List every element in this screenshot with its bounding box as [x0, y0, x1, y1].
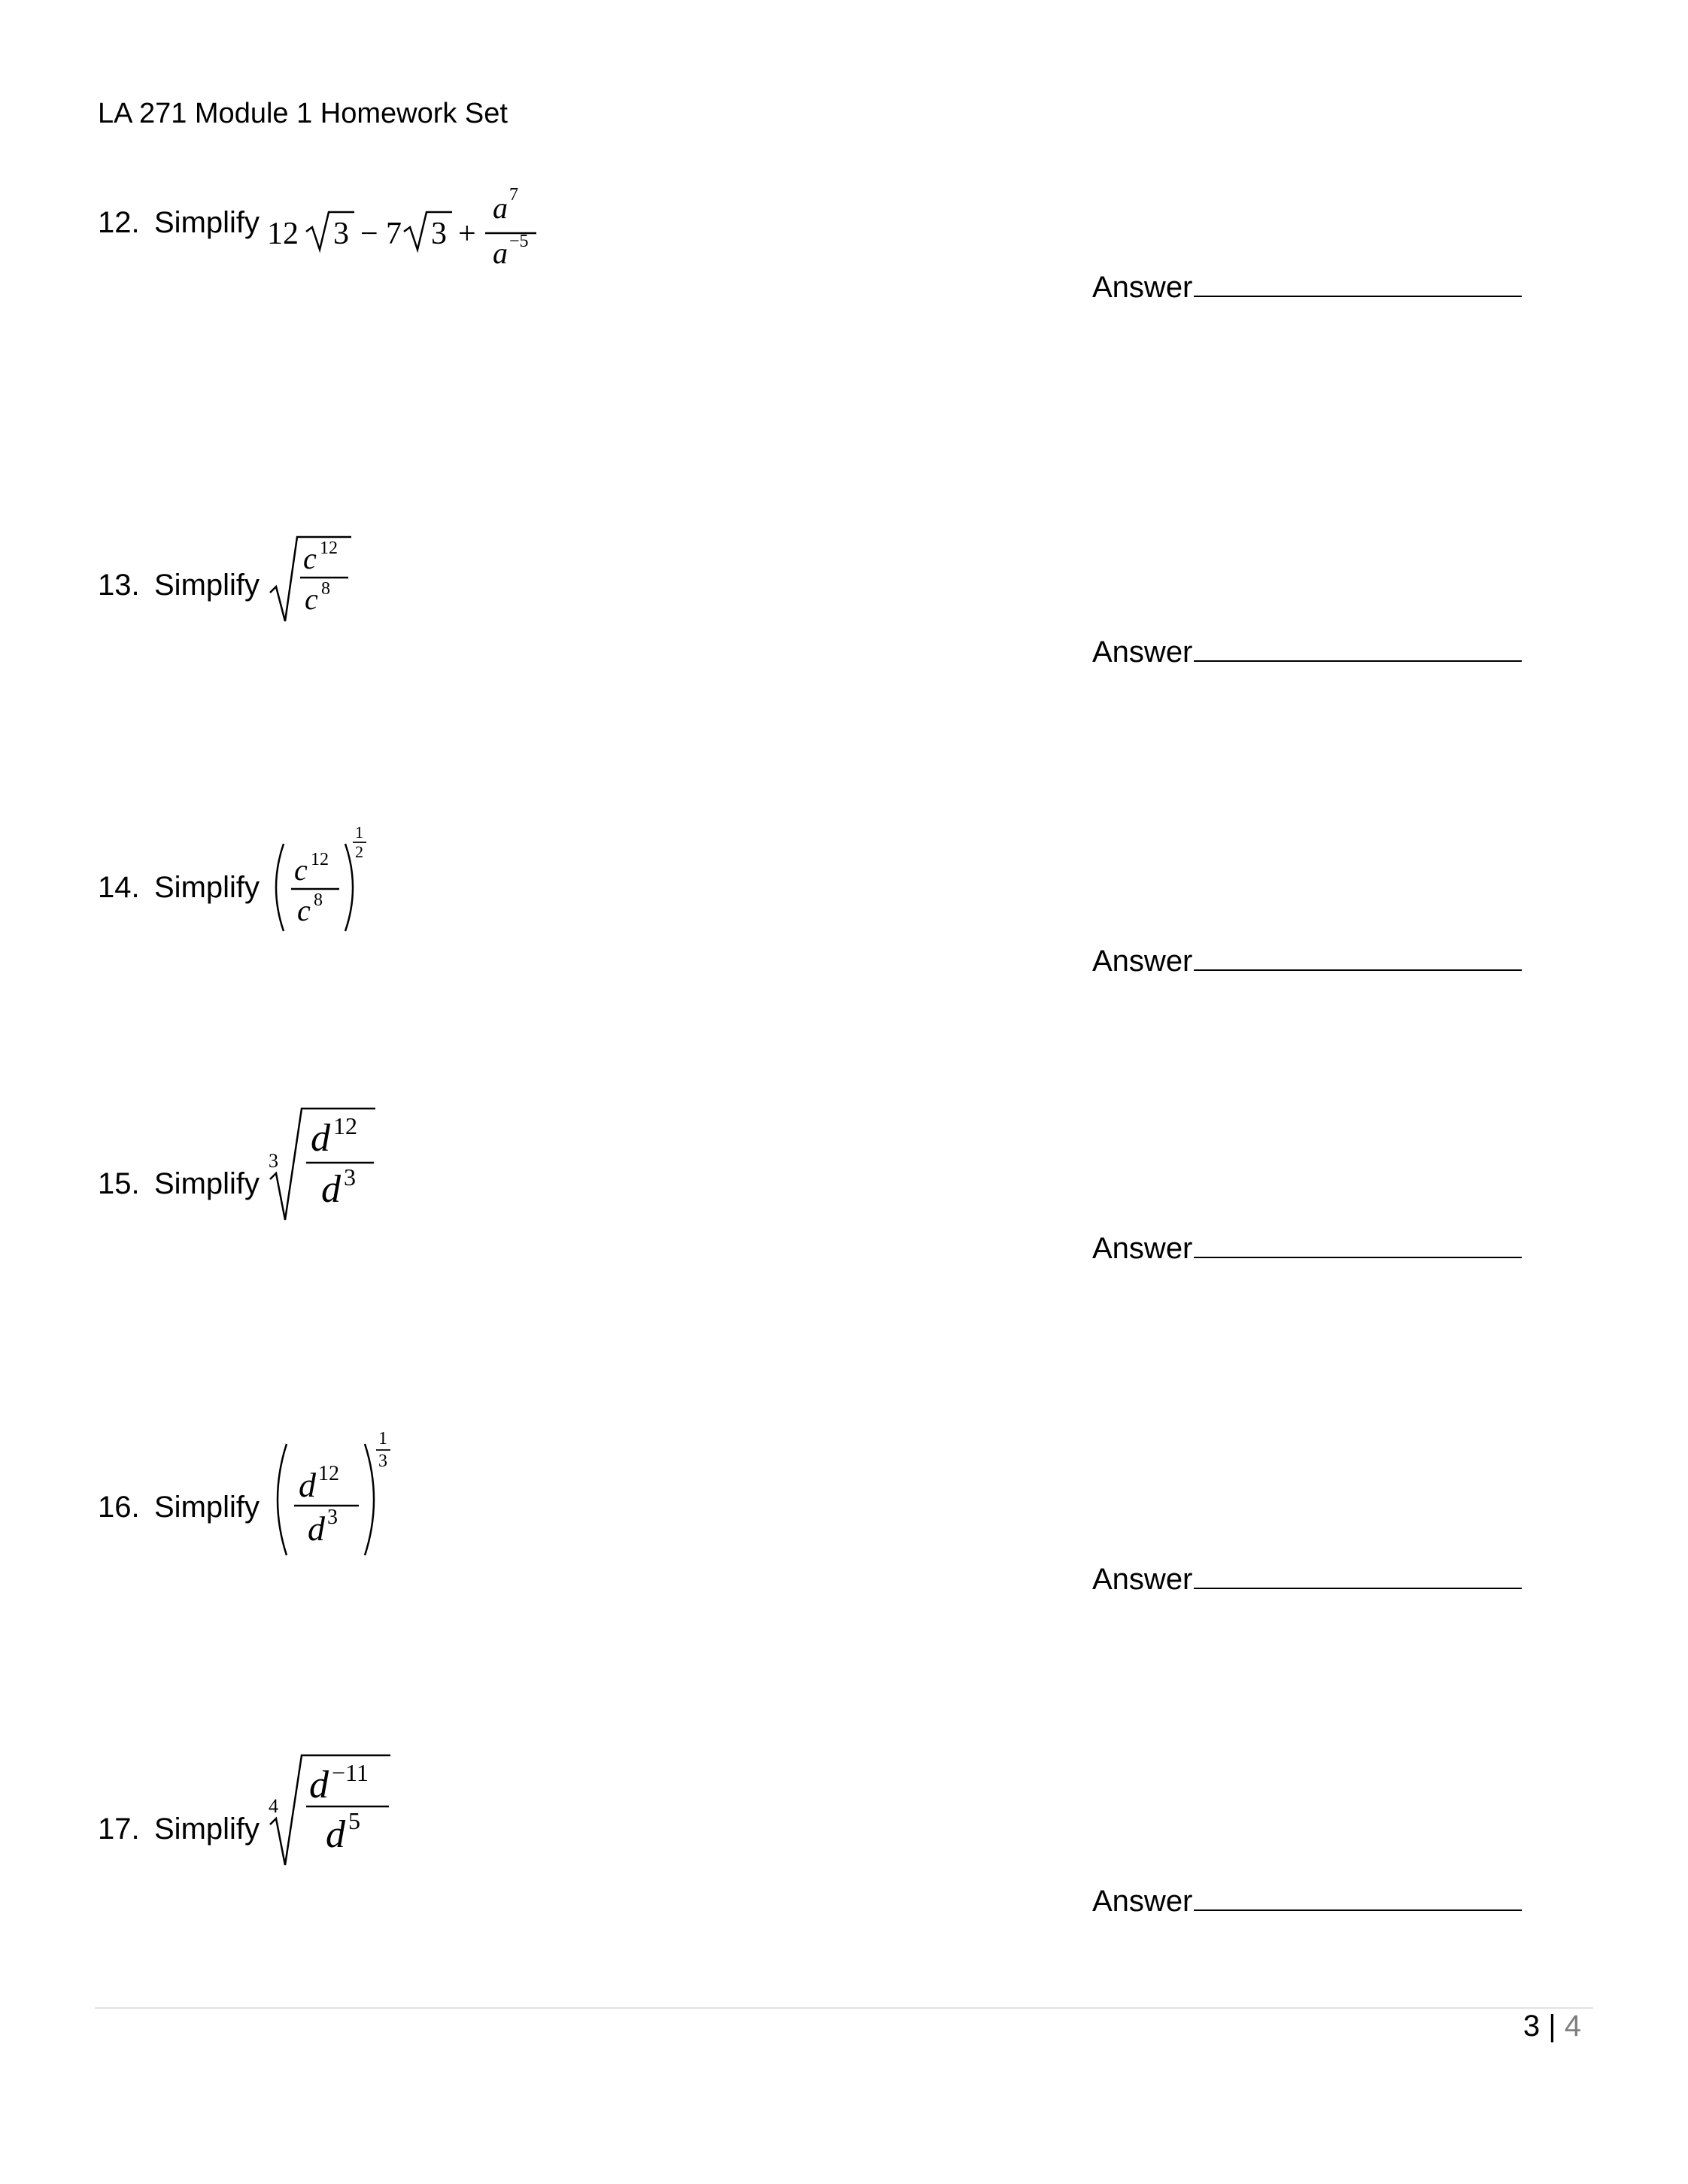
- answer-line[interactable]: [1194, 1588, 1522, 1589]
- problem-verb: Simplify: [154, 1167, 260, 1200]
- denominator-base: d: [308, 1509, 325, 1548]
- numerator-exponent: 12: [311, 850, 329, 869]
- answer-line[interactable]: [1194, 969, 1522, 971]
- footer-divider: [95, 2007, 1593, 2009]
- problem-verb: Simplify: [154, 206, 260, 239]
- answer-line[interactable]: [1194, 660, 1522, 662]
- answer-label: Answer: [1092, 945, 1193, 978]
- denominator-base: d: [326, 1813, 345, 1856]
- problem-verb: Simplify: [154, 1812, 260, 1846]
- page-number: [1523, 2010, 1581, 2043]
- outer-exponent-numerator: 1: [355, 823, 363, 842]
- problem-verb: Simplify: [154, 871, 260, 904]
- denominator-exponent: 8: [321, 579, 330, 599]
- numerator-exponent: 12: [333, 1112, 357, 1139]
- answer-line[interactable]: [1194, 296, 1522, 297]
- numerator-base: a: [493, 191, 508, 225]
- outer-exponent-numerator: 1: [378, 1429, 387, 1448]
- denominator-exponent: 3: [327, 1506, 338, 1529]
- answer-label: Answer: [1092, 635, 1193, 669]
- math-expression: [267, 526, 357, 639]
- answer-field[interactable]: [1092, 271, 1522, 305]
- math-expression: [267, 180, 613, 286]
- denominator-base: a: [493, 236, 508, 270]
- coefficient: 7: [386, 217, 402, 251]
- answer-field[interactable]: [1092, 1563, 1522, 1597]
- root-index: 4: [269, 1795, 278, 1817]
- problem-number: 16.: [98, 1491, 140, 1524]
- outer-exponent-denominator: 2: [355, 842, 363, 861]
- radicand: 3: [431, 217, 447, 251]
- numerator-base: d: [299, 1466, 316, 1504]
- numerator-base: c: [303, 541, 317, 575]
- answer-label: Answer: [1092, 271, 1193, 304]
- answer-label: Answer: [1092, 1232, 1193, 1265]
- answer-line[interactable]: [1194, 1257, 1522, 1258]
- root-index: 3: [269, 1150, 278, 1172]
- answer-line[interactable]: [1194, 1909, 1522, 1911]
- right-parenthesis: [365, 1444, 374, 1555]
- problem-number: 15.: [98, 1167, 140, 1200]
- numerator-exponent: 12: [318, 1462, 339, 1485]
- answer-label: Answer: [1092, 1563, 1193, 1596]
- answer-label: Answer: [1092, 1885, 1193, 1918]
- problem-number: 13.: [98, 569, 140, 602]
- numerator-exponent: 12: [320, 538, 338, 558]
- problem-verb: Simplify: [154, 1491, 260, 1524]
- answer-field[interactable]: [1092, 1885, 1522, 1919]
- numerator-base: d: [309, 1764, 329, 1806]
- denominator-exponent: 8: [314, 890, 323, 910]
- radicand: 3: [333, 217, 349, 251]
- coefficient: 12: [267, 217, 299, 251]
- left-parenthesis: [276, 844, 284, 931]
- problem-number: 14.: [98, 871, 140, 904]
- page-separator: |: [1548, 2010, 1556, 2043]
- answer-field[interactable]: [1092, 1232, 1522, 1266]
- current-page: 3: [1523, 2010, 1541, 2043]
- problem-number: 17.: [98, 1812, 140, 1846]
- numerator-base: c: [294, 853, 308, 887]
- numerator-exponent: 7: [509, 185, 518, 205]
- plus-sign: +: [458, 217, 476, 251]
- denominator-exponent: 3: [344, 1163, 356, 1191]
- math-expression: [267, 1101, 380, 1236]
- math-expression: [267, 1421, 395, 1564]
- answer-field[interactable]: [1092, 945, 1522, 978]
- page-title: LA 271 Module 1 Homework Set: [98, 98, 508, 129]
- numerator-exponent: −11: [332, 1759, 369, 1786]
- math-expression: [267, 1746, 395, 1882]
- right-parenthesis: [345, 844, 353, 931]
- outer-exponent-denominator: 3: [378, 1451, 387, 1471]
- denominator-base: c: [297, 893, 311, 927]
- denominator-exponent: −5: [509, 232, 529, 251]
- denominator-exponent: 5: [348, 1807, 360, 1834]
- minus-sign: −: [360, 217, 378, 251]
- denominator-base: c: [305, 582, 318, 616]
- denominator-base: d: [321, 1168, 341, 1211]
- numerator-base: d: [311, 1117, 330, 1160]
- left-parenthesis: [278, 1444, 287, 1555]
- problem-number: 12.: [98, 206, 140, 239]
- answer-field[interactable]: [1092, 635, 1522, 669]
- total-pages: 4: [1564, 2010, 1581, 2043]
- math-expression: [267, 823, 372, 948]
- problem-verb: Simplify: [154, 569, 260, 602]
